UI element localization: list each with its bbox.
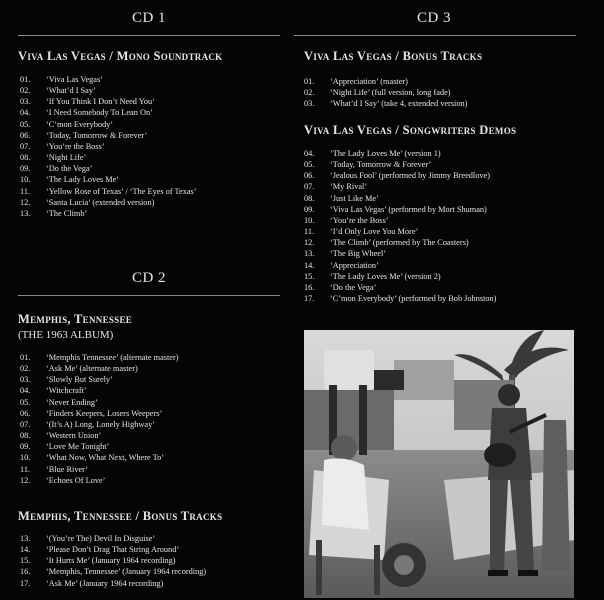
track-title: ‘Do the Vega’ xyxy=(330,282,377,292)
track-item xyxy=(20,208,197,219)
track-title: ‘I Need Somebody To Lean On’ xyxy=(46,108,153,118)
track-item xyxy=(20,430,179,441)
track-number: 02. xyxy=(304,88,315,98)
track-number: 08. xyxy=(304,193,315,203)
track-title: ‘I’d Only Love You More’ xyxy=(330,227,419,237)
track-number: 07. xyxy=(304,182,315,192)
track-title: ‘The Lady Loves Me’ (version 1) xyxy=(330,149,441,158)
track-number: 14. xyxy=(304,260,315,270)
track-number: 13. xyxy=(20,534,31,543)
track-item xyxy=(20,555,206,566)
track-title: ‘The Climb’ xyxy=(46,208,88,218)
track-item xyxy=(20,419,179,430)
track-item xyxy=(20,352,179,363)
cd3-demos-section-title: Viva Las Vegas / Songwriters Demos xyxy=(304,123,517,137)
track-number: 12. xyxy=(20,197,31,207)
track-title: ‘Appreciation’ xyxy=(330,260,379,270)
cd1-rule xyxy=(18,35,280,36)
track-item xyxy=(20,130,197,141)
track-item xyxy=(304,215,496,226)
track-number: 14. xyxy=(20,545,31,555)
track-title: ‘Viva Las Vegas’ xyxy=(46,75,103,84)
track-number: 01. xyxy=(20,75,31,84)
track-title: ‘The Lady Loves Me’ (version 2) xyxy=(330,271,441,281)
track-number: 10. xyxy=(20,175,31,185)
track-number: 12. xyxy=(20,475,31,485)
track-item xyxy=(20,397,179,408)
track-item xyxy=(20,186,197,197)
track-item xyxy=(20,374,179,385)
cd2-bonus-track-list xyxy=(20,533,206,589)
track-number: 17. xyxy=(20,578,31,588)
track-item xyxy=(20,578,206,589)
track-title: ‘What’d I Say’ xyxy=(46,86,96,96)
cd2-bonus-section-title: Memphis, Tennessee / Bonus Tracks xyxy=(18,509,223,523)
track-title: ‘Santa Lucia’ (extended version) xyxy=(46,197,155,207)
track-item xyxy=(304,98,467,109)
track-number: 15. xyxy=(20,556,31,566)
track-title: ‘The Big Wheel’ xyxy=(330,249,387,259)
track-item xyxy=(20,96,197,107)
track-title: ‘(It’s A) Long, Lonely Highway’ xyxy=(46,419,155,429)
track-item xyxy=(20,107,197,118)
track-item xyxy=(20,533,206,544)
track-title: ‘Today, Tomorrow & Forever’ xyxy=(330,160,432,170)
track-title: ‘Night Life’ (full version, long fade) xyxy=(330,88,451,98)
track-number: 17. xyxy=(304,294,315,304)
track-title: ‘What Now, What Next, Where To’ xyxy=(46,453,164,463)
track-title: ‘(You’re The) Devil In Disguise’ xyxy=(46,534,156,543)
cd3-demos-track-list xyxy=(304,148,496,304)
track-number: 07. xyxy=(20,141,31,151)
track-title: ‘Please Don’t Drag That String Around’ xyxy=(46,545,180,555)
track-number: 09. xyxy=(20,164,31,174)
track-number: 10. xyxy=(304,215,315,225)
film-set-photo xyxy=(304,330,574,598)
track-number: 12. xyxy=(304,238,315,248)
track-item xyxy=(304,170,496,181)
track-number: 05. xyxy=(20,119,31,129)
track-title: ‘C’mon Everybody’ xyxy=(46,119,114,129)
cd2-heading: CD 2 xyxy=(131,270,167,286)
track-title: ‘Do the Vega’ xyxy=(46,164,93,174)
track-title: ‘Just Like Me’ xyxy=(330,193,379,203)
track-item xyxy=(304,293,496,304)
track-title: ‘Love Me Tonight’ xyxy=(46,442,110,452)
track-item xyxy=(20,152,197,163)
track-number: 03. xyxy=(20,375,31,385)
track-title: ‘Viva Las Vegas’ (performed by Mort Shuman) xyxy=(330,204,487,214)
track-item xyxy=(304,248,496,259)
cd3-rule xyxy=(294,35,576,36)
track-title: ‘Today, Tomorrow & Forever’ xyxy=(46,130,148,140)
track-item xyxy=(20,163,197,174)
cd1-heading: CD 1 xyxy=(131,10,167,26)
cd3-bonus-track-list xyxy=(304,76,467,109)
track-item xyxy=(20,197,197,208)
track-title: ‘Blue River’ xyxy=(46,464,89,474)
track-number: 09. xyxy=(20,442,31,452)
track-title: ‘If You Think I Don’t Need You’ xyxy=(46,97,155,107)
track-item xyxy=(20,544,206,555)
track-item xyxy=(20,174,197,185)
track-number: 05. xyxy=(304,160,315,170)
cd2-section-title: Memphis, Tennessee xyxy=(18,312,133,326)
track-number: 11. xyxy=(20,186,31,196)
cd3-heading: CD 3 xyxy=(416,10,452,26)
track-number: 13. xyxy=(20,208,31,218)
track-item xyxy=(20,74,197,85)
track-number: 06. xyxy=(304,171,315,181)
track-title: ‘The Lady Loves Me’ xyxy=(46,175,120,185)
track-number: 05. xyxy=(20,397,31,407)
track-item xyxy=(304,226,496,237)
track-item xyxy=(20,385,179,396)
track-number: 04. xyxy=(20,386,31,396)
track-title: ‘Yellow Rose of Texas’ / ‘The Eyes of Texas’ xyxy=(46,186,197,196)
track-title: ‘Ask Me’ (alternate master) xyxy=(46,364,138,374)
track-title: ‘Finders Keepers, Losers Weepers’ xyxy=(46,408,163,418)
track-title: ‘It Hurts Me’ (January 1964 recording) xyxy=(46,556,176,566)
track-item xyxy=(304,260,496,271)
track-item xyxy=(304,87,467,98)
track-title: ‘You’re the Boss’ xyxy=(46,141,105,151)
track-number: 15. xyxy=(304,271,315,281)
track-item xyxy=(304,193,496,204)
track-item xyxy=(20,363,179,374)
track-title: ‘C’mon Everybody’ (performed by Bob Johnston) xyxy=(330,294,497,304)
track-item xyxy=(20,119,197,130)
track-number: 16. xyxy=(304,282,315,292)
track-item xyxy=(20,408,179,419)
track-item xyxy=(20,475,179,486)
track-title: ‘Memphis, Tennessee’ (January 1964 recording) xyxy=(46,567,207,577)
track-number: 01. xyxy=(20,353,31,362)
cd2-section-subtitle: (THE 1963 ALBUM) xyxy=(18,329,114,341)
track-number: 10. xyxy=(20,453,31,463)
track-item xyxy=(304,76,467,87)
track-item xyxy=(304,159,496,170)
track-number: 04. xyxy=(304,149,315,158)
track-number: 09. xyxy=(304,204,315,214)
track-item xyxy=(304,237,496,248)
track-title: ‘My Rival’ xyxy=(330,182,368,192)
track-title: ‘Appreciation’ (master) xyxy=(330,77,408,86)
track-title: ‘What’d I Say’ (take 4, extended version) xyxy=(330,99,468,109)
track-title: ‘Witchcraft’ xyxy=(46,386,87,396)
track-number: 03. xyxy=(20,97,31,107)
track-number: 02. xyxy=(20,364,31,374)
track-title: ‘Slowly But Surely’ xyxy=(46,375,113,385)
track-number: 07. xyxy=(20,419,31,429)
track-item xyxy=(304,148,496,159)
track-title: ‘Echoes Of Love’ xyxy=(46,475,106,485)
cd1-section-title: Viva Las Vegas / Mono Soundtrack xyxy=(18,49,223,63)
track-number: 06. xyxy=(20,130,31,140)
cd2-track-list xyxy=(20,352,179,486)
track-item xyxy=(20,85,197,96)
track-number: 01. xyxy=(304,77,315,86)
track-item xyxy=(20,141,197,152)
cd1-track-list xyxy=(20,74,197,219)
track-title: ‘Western Union’ xyxy=(46,431,102,441)
track-number: 11. xyxy=(20,464,31,474)
track-item xyxy=(20,464,179,475)
track-title: ‘Never Ending’ xyxy=(46,397,98,407)
track-number: 02. xyxy=(20,86,31,96)
track-item xyxy=(20,452,179,463)
track-title: ‘Memphis Tennessee’ (alternate master) xyxy=(46,353,179,362)
track-number: 16. xyxy=(20,567,31,577)
track-item xyxy=(304,204,496,215)
track-title: ‘You’re the Boss’ xyxy=(330,215,389,225)
track-number: 08. xyxy=(20,153,31,163)
track-number: 03. xyxy=(304,99,315,109)
track-number: 04. xyxy=(20,108,31,118)
track-item xyxy=(20,441,179,452)
track-title: ‘Ask Me’ (January 1964 recording) xyxy=(46,578,164,588)
cd3-bonus-section-title: Viva Las Vegas / Bonus Tracks xyxy=(304,49,483,63)
track-item xyxy=(304,271,496,282)
track-title: ‘The Climb’ (performed by The Coasters) xyxy=(330,238,469,248)
track-number: 13. xyxy=(304,249,315,259)
track-item xyxy=(304,181,496,192)
cd2-rule xyxy=(18,295,280,296)
track-number: 06. xyxy=(20,408,31,418)
track-item xyxy=(304,282,496,293)
track-number: 08. xyxy=(20,431,31,441)
track-item xyxy=(20,566,206,577)
track-number: 11. xyxy=(304,227,315,237)
track-title: ‘Night Life’ xyxy=(46,153,87,163)
track-title: ‘Jealous Fool’ (performed by Jimmy Breedlove) xyxy=(330,171,490,181)
